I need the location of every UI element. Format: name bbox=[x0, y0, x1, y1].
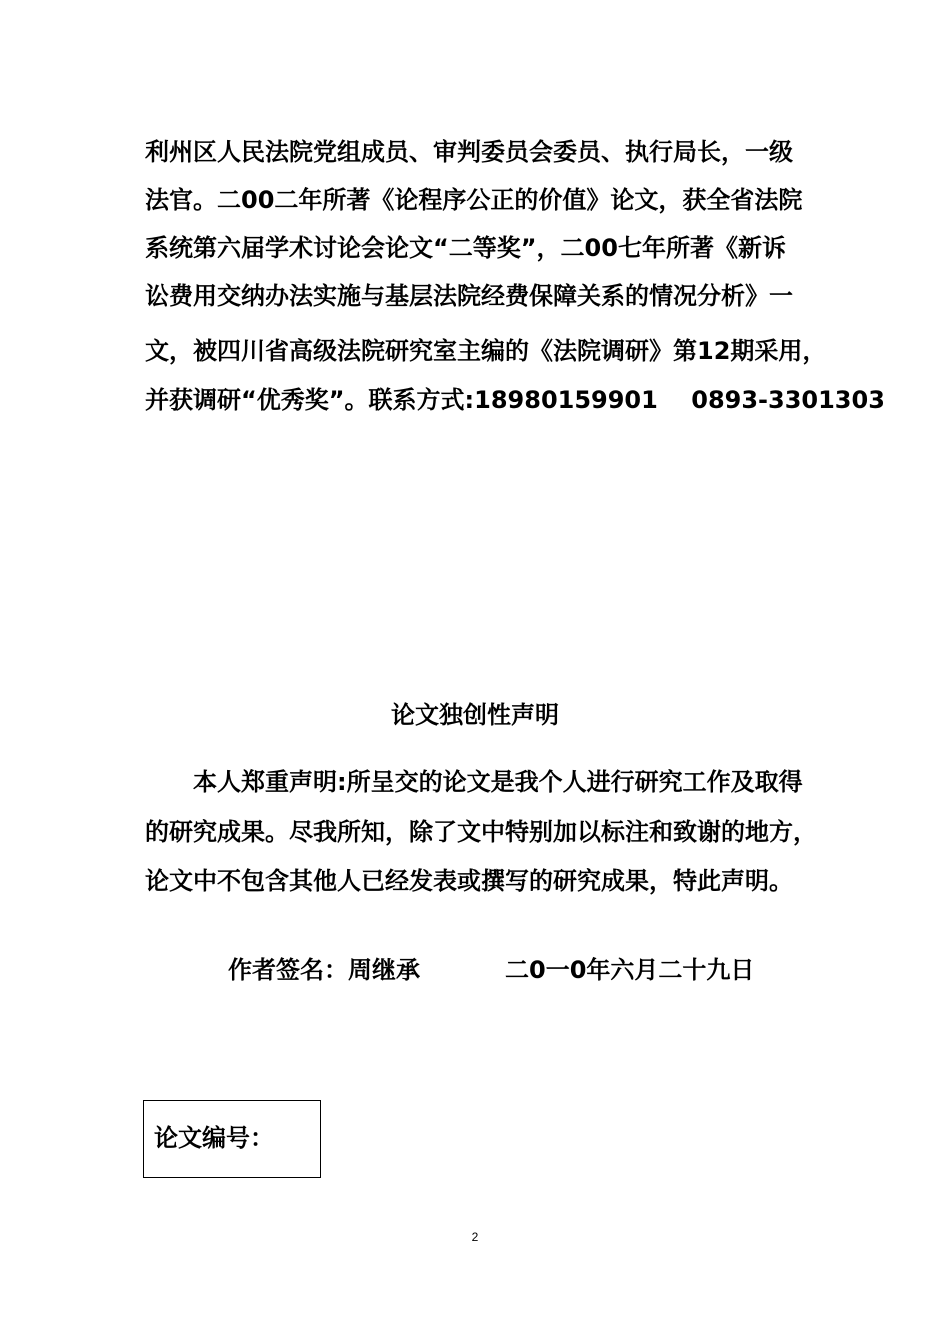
paper-number-label: 论文编号： bbox=[154, 1124, 274, 1152]
paper-number-box bbox=[143, 1100, 321, 1178]
signature-label: 作者签名：周继承 bbox=[228, 956, 420, 984]
bio-line-6: 并获调研“优秀奖”。联系方式:18980159901 0893-3301303 bbox=[145, 386, 885, 414]
bio-line-1: 利州区人民法院党组成员、审判委员会委员、执行局长，一级 bbox=[145, 138, 793, 166]
bio-line-2: 法官。二00二年所著《论程序公正的价值》论文，获全省法院 bbox=[145, 186, 803, 214]
bio-line-4: 讼费用交纳办法实施与基层法院经费保障关系的情况分析》一 bbox=[145, 282, 793, 310]
bio-line-3: 系统第六届学术讨论会论文“二等奖”，二00七年所著《新诉 bbox=[145, 234, 786, 262]
bio-line-5: 文，被四川省高级法院研究室主编的《法院调研》第12期采用， bbox=[145, 337, 827, 365]
declaration-title: 论文独创性声明 bbox=[391, 701, 559, 729]
declaration-line-3: 论文中不包含其他人已经发表或撰写的研究成果，特此声明。 bbox=[145, 867, 793, 895]
page-number: 2 bbox=[471, 1230, 479, 1244]
signature-date: 二0一0年六月二十九日 bbox=[505, 956, 755, 984]
declaration-line-1: 本人郑重声明:所呈交的论文是我个人进行研究工作及取得 bbox=[193, 768, 803, 796]
declaration-line-2: 的研究成果。尽我所知，除了文中特别加以标注和致谢的地方， bbox=[145, 818, 817, 846]
